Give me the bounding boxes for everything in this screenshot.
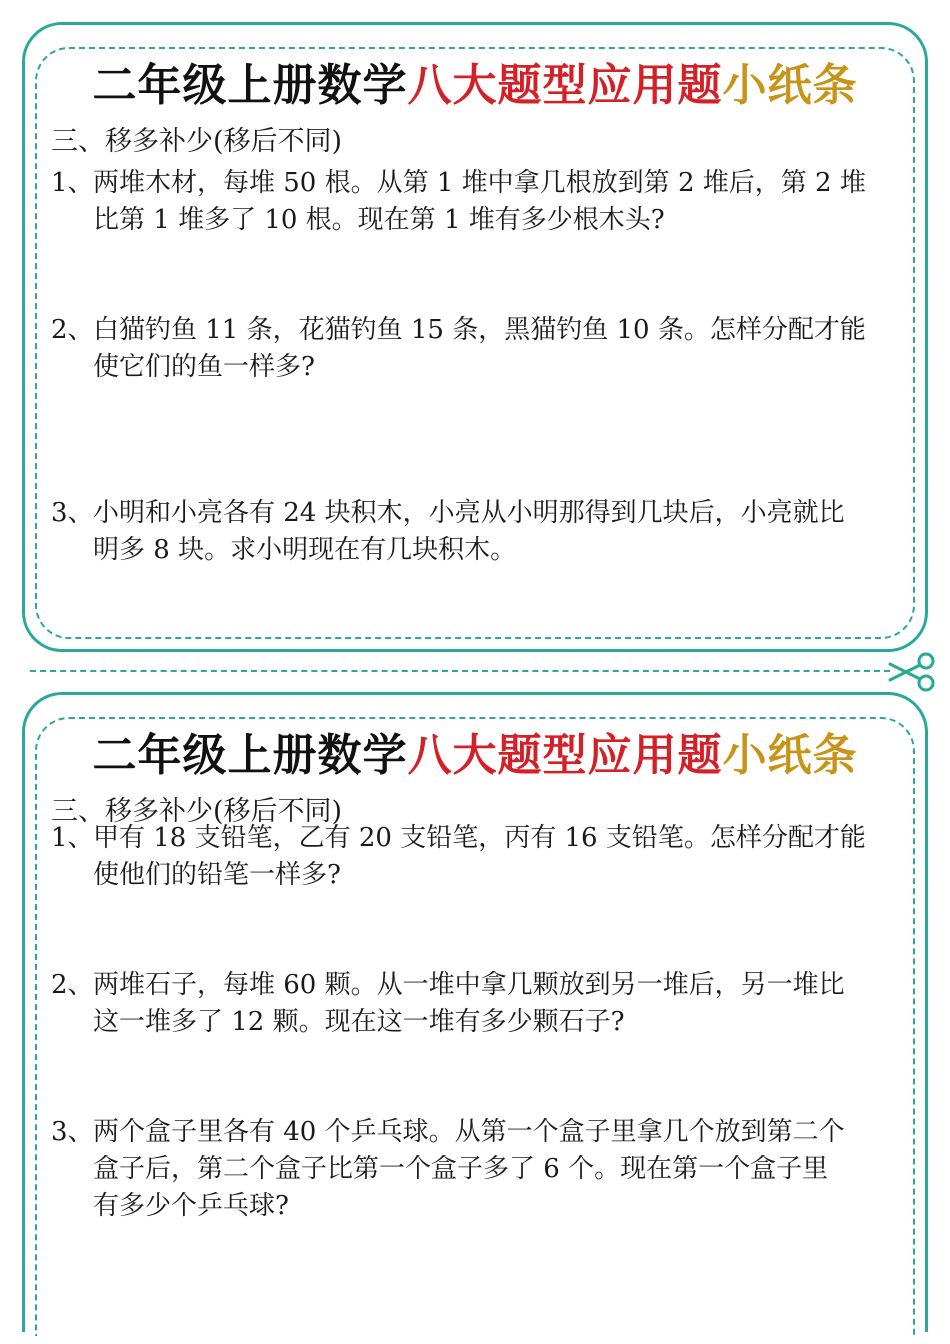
card-title: 二年级上册数学八大题型应用题小纸条	[92, 730, 858, 781]
worksheet-card-1	[22, 22, 928, 652]
scissors-icon	[886, 650, 938, 694]
card-title: 二年级上册数学八大题型应用题小纸条	[92, 60, 858, 111]
problem-2: 2、白猫钓鱼 11 条，花猫钓鱼 15 条，黑猫钓鱼 10 条。怎样分配才能 使它们的鱼一样多?	[51, 315, 866, 382]
section-heading: 三、移多补少(移后不同)	[51, 126, 343, 157]
problem-3: 3、两个盒子里各有 40 个乒乓球。从第一个盒子里拿几个放到第二个 盒子后，第二个盒子比第一个盒子多了 6 个。现在第一个盒子里 有多少个乒乓球?	[51, 1117, 845, 1221]
problem-2: 2、两堆石子，每堆 60 颗。从一堆中拿几颗放到另一堆后，另一堆比 这一堆多了 12 颗。现在这一堆有多少颗石子?	[51, 970, 845, 1037]
cut-line	[30, 670, 890, 672]
worksheet-card-2	[22, 692, 928, 1332]
section-heading: 三、移多补少(移后不同)	[51, 796, 343, 827]
problem-3: 3、小明和小亮各有 24 块积木，小亮从小明那得到几块后，小亮就比 明多 8 块。求小明现在有几块积木。	[51, 498, 845, 565]
problem-1: 1、甲有 18 支铅笔，乙有 20 支铅笔，丙有 16 支铅笔。怎样分配才能 使他们的铅笔一样多?	[51, 823, 866, 890]
problem-1: 1、两堆木材，每堆 50 根。从第 1 堆中拿几根放到第 2 堆后，第 2 堆 比第 1 堆多了 10 根。现在第 1 堆有多少根木头?	[51, 168, 866, 235]
